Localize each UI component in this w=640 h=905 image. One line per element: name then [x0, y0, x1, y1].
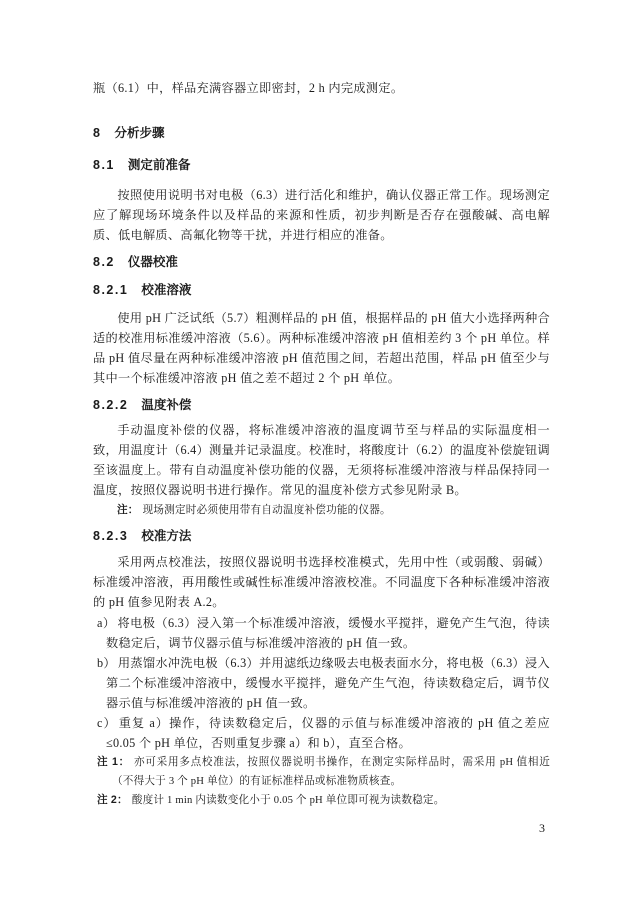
paragraph-8-1: 按照使用说明书对电极（6.3）进行活化和维护，确认仪器正常工作。现场测定应了解现场环境条件以及样品的来源和性质，初步判断是否存在强酸碱、高电解质、低电解质、高氟化物等干扰，并进行相应的准备。: [93, 188, 550, 242]
section-title: 分析步骤: [114, 126, 165, 140]
page-content: [93, 78, 550, 810]
note-label: 注：: [117, 504, 139, 516]
list-item-text: 用蒸馏水冲洗电极（6.3）并用滤纸边缘吸去电极表面水分，将电极（6.3）浸入第二个标准缓冲溶液中，缓慢水平搅拌，避免产生气泡，待读数稳定后，调节仪器示值与标准缓冲溶液的 pH 值一致。: [106, 656, 550, 710]
paragraph-8-2-1: 使用 pH 广泛试纸（5.7）粗测样品的 pH 值，根据样品的 pH 值大小选择两种合适的校准用标准缓冲溶液（5.6）。两种标准缓冲溶液 pH 值相差约 3 个 pH 单位。样品 pH 值尽量在两种标准缓冲溶液 pH 值范围之间，若超出范围，样品 pH 值至少与其中一个标准缓冲溶液 pH 值之差不超过 2 个 pH 单位。: [93, 311, 550, 385]
procedure-list: [93, 613, 550, 753]
subsection-number: 8.2: [93, 255, 115, 269]
note-text: 现场测定时必须使用带有自动温度补偿功能的仪器。: [142, 505, 391, 516]
subsection-title: 温度补偿: [141, 398, 192, 412]
subsection-number: 8.2.1: [93, 283, 129, 297]
subsection-title: 仪器校准: [127, 255, 178, 269]
note-text: 酸度计 1 min 内读数变化小于 0.05 个 pH 单位即可视为读数稳定。: [131, 795, 445, 806]
subsection-heading-8-2-1: [93, 280, 550, 300]
subsection-number: 8.2.3: [93, 529, 129, 543]
subsection-heading-8-1: [93, 155, 550, 175]
note-text: 亦可采用多点校准法，按照仪器说明书操作，在测定实际样品时，需采用 pH 值相近（不得大于 3 个 pH 单位）的有证标准样品或标准物质核查。: [112, 757, 551, 787]
note-8-2-2: [117, 501, 550, 520]
section-number: 8: [93, 126, 102, 140]
list-item-b: [93, 653, 550, 713]
section-heading-8: [93, 123, 550, 143]
subsection-heading-8-2-2: [93, 395, 550, 415]
subsection-title: 校准溶液: [141, 283, 192, 297]
note-2: [95, 791, 550, 810]
subsection-title: 校准方法: [141, 529, 192, 543]
subsection-heading-8-2-3: [93, 526, 550, 546]
page-number: 3: [539, 821, 545, 835]
note-label: 注 1：: [97, 756, 130, 768]
continuation-paragraph: 瓶（6.1）中，样品充满容器立即密封，2 h 内完成测定。: [93, 81, 404, 95]
list-item-text: 重复 a）操作，待读数稳定后，仪器的示值与标准缓冲溶液的 pH 值之差应≤0.05 个 pH 单位，否则重复步骤 a）和 b），直至合格。: [106, 716, 551, 750]
subsection-number: 8.2.2: [93, 398, 129, 412]
list-item-c: [93, 713, 550, 753]
subsection-heading-8-2: [93, 252, 550, 272]
paragraph-8-2-3: 采用两点校准法，按照仪器说明书选择校准模式，先用中性（或弱酸、弱碱）标准缓冲溶液，再用酸性或碱性标准缓冲溶液校准。不同温度下各种标准缓冲溶液的 pH 值参见附表 A.2。: [93, 555, 550, 609]
list-item-a: [93, 613, 550, 653]
list-item-marker: b）: [97, 656, 116, 670]
subsection-title: 测定前准备: [127, 158, 191, 172]
list-item-marker: c）: [97, 716, 117, 730]
paragraph-8-2-2: 手动温度补偿的仪器，将标准缓冲溶液的温度调节至与样品的实际温度相一致，用温度计（6.4）测量并记录温度。校准时，将酸度计（6.2）的温度补偿旋钮调至该温度上。带有自动温度补偿功能的仪器，无须将标准缓冲溶液与样品保持同一温度，按照仪器说明书进行操作。常见的温度补偿方式参见附录 B。: [93, 423, 550, 497]
list-item-text: 将电极（6.3）浸入第一个标准缓冲溶液，缓慢水平搅拌，避免产生气泡，待读数稳定后，调节仪器示值与标准缓冲溶液的 pH 值一致。: [106, 616, 550, 650]
list-item-marker: a）: [97, 616, 116, 630]
note-label: 注 2：: [97, 794, 128, 806]
subsection-number: 8.1: [93, 158, 115, 172]
note-1: [95, 753, 550, 791]
